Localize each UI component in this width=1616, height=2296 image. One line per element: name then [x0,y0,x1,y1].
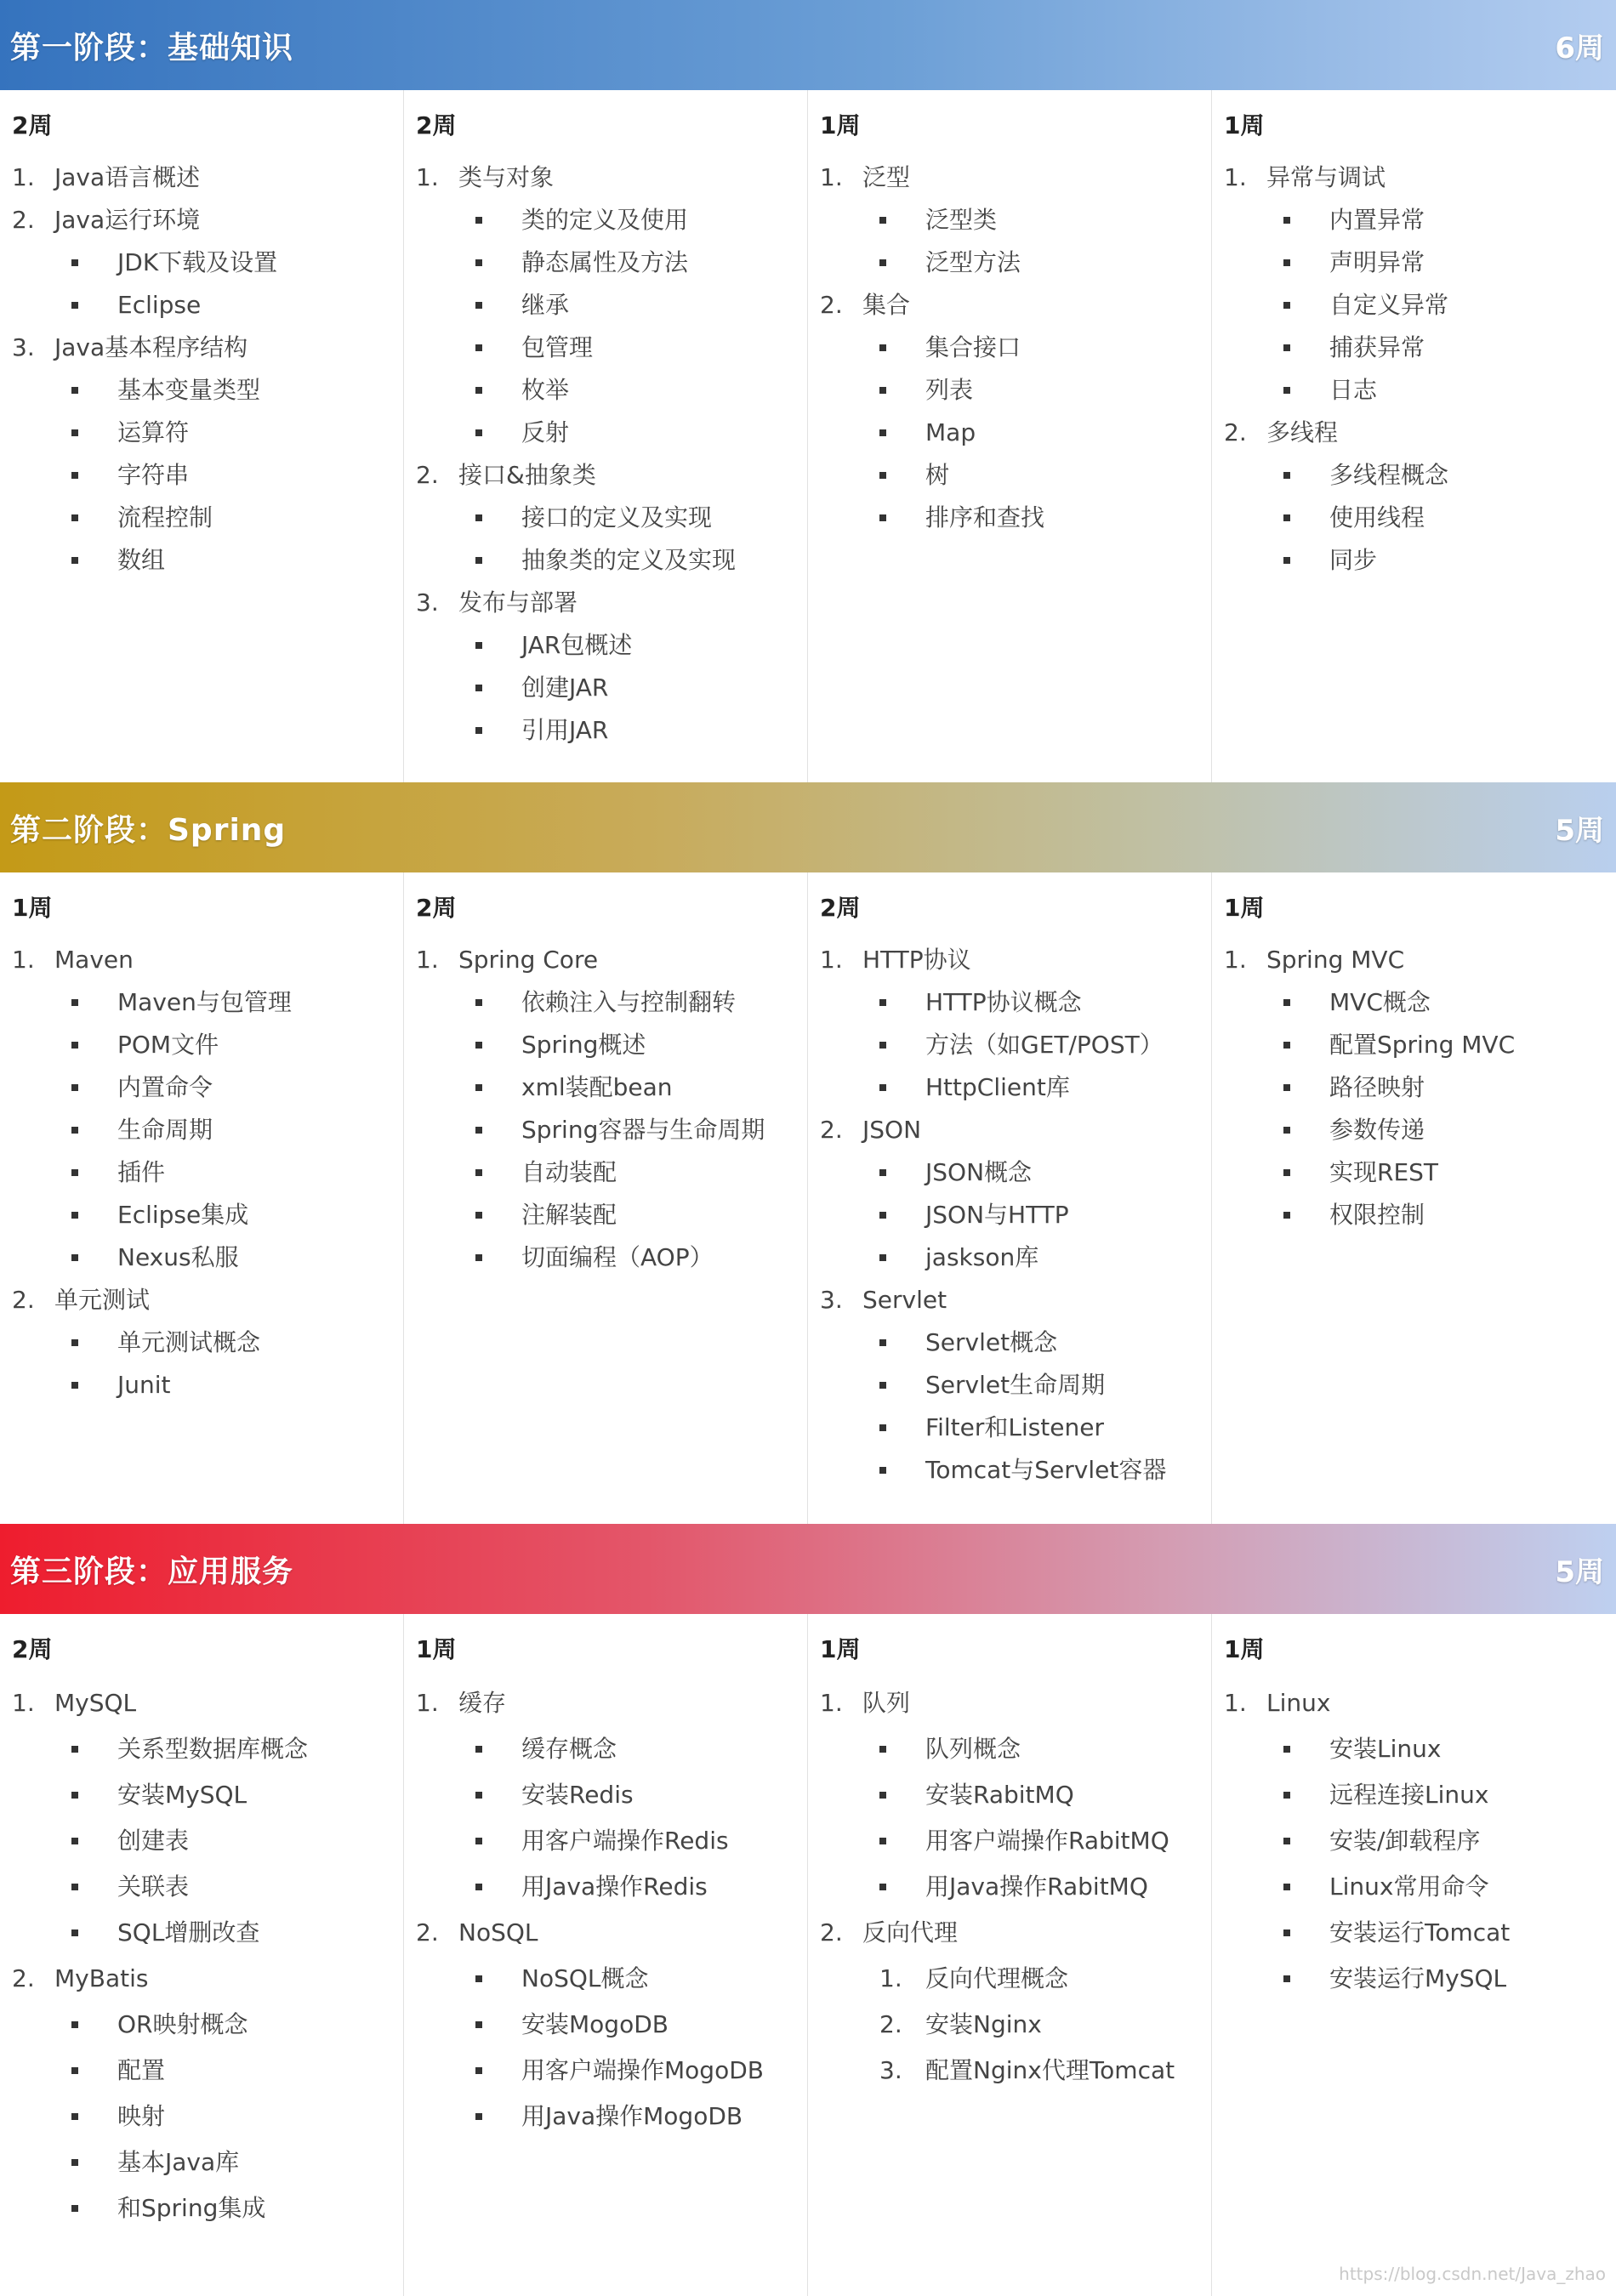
topic-number: 2. [820,1116,843,1144]
subtopic-list [12,369,403,582]
topic-number: 2. [1224,418,1247,446]
subtopic-list [416,624,807,752]
topic-number: 2. [416,461,439,489]
week-label: 1周 [1224,1635,1265,1663]
subtopic-list [416,981,807,1279]
subtopic-item: 用Java操作Redis [475,1864,807,1910]
topic-text: MyBatis [54,1964,149,1992]
subtopic-item: 远程连接Linux [1283,1772,1616,1818]
subtopic-item: 配置 [71,2048,403,2094]
subtopic-list [12,1321,403,1407]
subtopic-item: 缓存概念 [475,1726,807,1772]
subtopic-item: 安装运行MySQL [1283,1956,1616,2002]
topic-text: Java基本程序结构 [54,333,248,361]
topic-number: 1. [12,163,35,191]
subtopic-item: Tomcat与Servlet容器 [879,1449,1211,1492]
week-column [1212,90,1616,782]
subtopic-item: 自定义异常 [1283,284,1616,327]
week-label: 1周 [12,894,53,922]
stage-title: 第三阶段：应用服务 [10,1554,294,1589]
topic-item [820,1910,1211,2094]
subtopic-list [820,1726,1211,1910]
topic-text: 反向代理 [862,1918,959,1946]
topic-text: Spring MVC [1266,946,1405,974]
subtopic-item: 方法（如GET/POST） [879,1024,1211,1066]
week-label: 2周 [12,1635,53,1663]
topic-text: Java运行环境 [54,206,201,234]
subtopic-item: 泛型方法 [879,242,1211,284]
week-label: 1周 [416,1635,457,1663]
subtopic-item: 队列概念 [879,1726,1211,1772]
subtopic-item: 继承 [475,284,807,327]
topic-item [1224,939,1616,1236]
week-column [808,1614,1212,2296]
topic-item [12,327,403,582]
week-column [404,872,808,1524]
week-label: 2周 [12,111,53,139]
numbered-subtopic-list [820,1956,1211,2094]
subtopic-item: 用客户端操作Redis [475,1818,807,1864]
stage-3 [0,1524,1616,2296]
subtopic-item: JDK下载及设置 [71,242,403,284]
topic-text: 多线程 [1266,418,1339,446]
topic-text: Linux [1266,1689,1331,1717]
topic-item [1224,1680,1616,2002]
subtopic-item: 类的定义及使用 [475,199,807,242]
topic-number: 3. [820,1286,843,1314]
week-label: 2周 [416,111,457,139]
subtopic-item: Eclipse [71,284,403,327]
week-label: 1周 [1224,111,1265,139]
topic-number: 1. [416,163,439,191]
topic-number: 1. [1224,1689,1247,1717]
subtopic-item: 用客户端操作MogoDB [475,2048,807,2094]
subtopic-item: 切面编程（AOP） [475,1236,807,1279]
subtopic-item: Nexus私服 [71,1236,403,1279]
subtopic-list [820,1151,1211,1279]
week-column [0,1614,404,2296]
numbered-subtopic-item [879,2048,1211,2094]
subtopic-item: jaskson库 [879,1236,1211,1279]
subtopic-item: 创建表 [71,1818,403,1864]
subtopic-list [416,1726,807,1910]
topic-item [12,1956,403,2231]
subtopic-text: 安装Nginx [925,2010,1042,2038]
subtopic-list [1224,1726,1616,2002]
subtopic-item: OR映射概念 [71,2002,403,2048]
subtopic-item: 基本变量类型 [71,369,403,412]
subtopic-item: POM文件 [71,1024,403,1066]
subtopic-item: JSON概念 [879,1151,1211,1194]
subtopic-item: 生命周期 [71,1109,403,1151]
topic-number: 2. [12,206,35,234]
subtopic-item: 泛型类 [879,199,1211,242]
subtopic-item: 关联表 [71,1864,403,1910]
topic-number: 2. [416,1918,439,1946]
stage-columns [0,872,1616,1524]
subtopic-item: 路径映射 [1283,1066,1616,1109]
topic-item [416,1910,807,2140]
subtopic-item: 安装运行Tomcat [1283,1910,1616,1956]
subtopic-number: 1. [879,1964,902,1992]
stage-2 [0,782,1616,1524]
week-column [0,90,404,782]
topic-item [416,454,807,582]
subtopic-item: HttpClient库 [879,1066,1211,1109]
subtopic-item: 安装/卸载程序 [1283,1818,1616,1864]
topic-number: 2. [12,1964,35,1992]
subtopic-item: 安装MogoDB [475,2002,807,2048]
topic-list [12,156,403,582]
subtopic-item: 同步 [1283,539,1616,582]
subtopic-item: 注解装配 [475,1194,807,1236]
subtopic-list [416,497,807,582]
subtopic-item: 关系型数据库概念 [71,1726,403,1772]
topic-item [1224,412,1616,582]
subtopic-item: 声明异常 [1283,242,1616,284]
subtopic-item: 创建JAR [475,667,807,709]
subtopic-item: xml装配bean [475,1066,807,1109]
subtopic-number: 3. [879,2056,902,2084]
topic-item [416,156,807,454]
subtopic-list [1224,199,1616,412]
subtopic-item: 集合接口 [879,327,1211,369]
subtopic-item: 静态属性及方法 [475,242,807,284]
topic-list [12,1680,403,2231]
subtopic-item: 依赖注入与控制翻转 [475,981,807,1024]
subtopic-item: Linux常用命令 [1283,1864,1616,1910]
subtopic-item: 安装Linux [1283,1726,1616,1772]
topic-number: 1. [1224,946,1247,974]
topic-list [416,156,807,752]
subtopic-item: HTTP协议概念 [879,981,1211,1024]
topic-text: MySQL [54,1689,137,1717]
subtopic-list [12,2002,403,2231]
topic-text: 接口&抽象类 [458,461,596,489]
week-column [404,90,808,782]
topic-number: 1. [820,1689,843,1717]
subtopic-item: Maven与包管理 [71,981,403,1024]
subtopic-item: 列表 [879,369,1211,412]
subtopic-item: 安装Redis [475,1772,807,1818]
numbered-subtopic-item [879,2002,1211,2048]
numbered-subtopic-item [879,1956,1211,2002]
topic-number: 3. [12,333,35,361]
subtopic-item: 内置命令 [71,1066,403,1109]
topic-list [416,1680,807,2140]
week-column [404,1614,808,2296]
subtopic-item: JAR包概述 [475,624,807,667]
subtopic-item: 配置Spring MVC [1283,1024,1616,1066]
subtopic-item: Spring概述 [475,1024,807,1066]
topic-item [820,1279,1211,1492]
subtopic-list [820,327,1211,539]
week-label: 1周 [820,111,861,139]
subtopic-item: 接口的定义及实现 [475,497,807,539]
topic-text: 泛型 [862,163,911,191]
week-column [1212,872,1616,1524]
topic-item [416,939,807,1279]
topic-item [820,1680,1211,1910]
subtopic-item: Spring容器与生命周期 [475,1109,807,1151]
subtopic-list [1224,981,1616,1236]
week-column [808,90,1212,782]
stage-banner [0,1524,1616,1614]
topic-list [1224,939,1616,1236]
stage-title: 第二阶段：Spring [10,812,287,848]
subtopic-item: 捕获异常 [1283,327,1616,369]
topic-item [12,939,403,1279]
topic-list [416,939,807,1279]
topic-text: 类与对象 [458,163,555,191]
subtopic-item: 参数传递 [1283,1109,1616,1151]
topic-number: 1. [1224,163,1247,191]
topic-text: NoSQL [458,1918,538,1946]
subtopic-item: 安装MySQL [71,1772,403,1818]
topic-text: Java语言概述 [54,163,201,191]
topic-text: 发布与部署 [458,588,578,617]
subtopic-item: 安装RabitMQ [879,1772,1211,1818]
subtopic-text: 反向代理概念 [925,1964,1069,1992]
topic-item [12,199,403,327]
subtopic-item: 字符串 [71,454,403,497]
topic-text: 集合 [862,291,911,319]
subtopic-item: 实现REST [1283,1151,1616,1194]
topic-list [12,939,403,1407]
subtopic-item: JSON与HTTP [879,1194,1211,1236]
topic-item [12,156,403,199]
topic-text: HTTP协议 [862,946,971,974]
topic-number: 1. [416,1689,439,1717]
subtopic-item: 日志 [1283,369,1616,412]
subtopic-text: 配置Nginx代理Tomcat [925,2056,1175,2084]
week-column [0,872,404,1524]
topic-text: 异常与调试 [1266,163,1386,191]
topic-item [12,1680,403,1956]
topic-item [416,582,807,752]
subtopic-item: 映射 [71,2094,403,2140]
topic-number: 1. [820,163,843,191]
subtopic-list [820,199,1211,284]
subtopic-item: NoSQL概念 [475,1956,807,2002]
subtopic-item: 抽象类的定义及实现 [475,539,807,582]
subtopic-item: 基本Java库 [71,2140,403,2185]
subtopic-list [12,1726,403,1956]
topic-list [820,1680,1211,2094]
subtopic-item: 引用JAR [475,709,807,752]
topic-text: Servlet [862,1286,947,1314]
topic-item [820,284,1211,539]
subtopic-item: MVC概念 [1283,981,1616,1024]
subtopic-item: Junit [71,1364,403,1407]
stage-duration: 6周 [1555,31,1604,65]
subtopic-list [416,199,807,454]
topic-list [820,156,1211,539]
subtopic-item: SQL增删改查 [71,1910,403,1956]
subtopic-item: Eclipse集成 [71,1194,403,1236]
topic-text: 单元测试 [54,1286,151,1314]
subtopic-item: 包管理 [475,327,807,369]
week-label: 1周 [1224,894,1265,922]
topic-number: 1. [12,946,35,974]
subtopic-item: 排序和查找 [879,497,1211,539]
subtopic-item: 多线程概念 [1283,454,1616,497]
topic-text: 缓存 [458,1689,507,1717]
week-column [1212,1614,1616,2296]
subtopic-list [820,1321,1211,1492]
topic-number: 2. [820,1918,843,1946]
week-label: 2周 [820,894,861,922]
subtopic-item: 枚举 [475,369,807,412]
subtopic-item: 用Java操作MogoDB [475,2094,807,2140]
subtopic-list [820,981,1211,1109]
subtopic-item: 和Spring集成 [71,2185,403,2231]
subtopic-item: 数组 [71,539,403,582]
subtopic-item: Servlet概念 [879,1321,1211,1364]
subtopic-item: 自动装配 [475,1151,807,1194]
subtopic-item: Map [879,412,1211,454]
stage-duration: 5周 [1555,1554,1604,1589]
subtopic-item: 流程控制 [71,497,403,539]
subtopic-item: Filter和Listener [879,1407,1211,1449]
stage-columns [0,90,1616,782]
stage-banner [0,0,1616,90]
topic-number: 1. [820,946,843,974]
subtopic-item: Servlet生命周期 [879,1364,1211,1407]
subtopic-item: 插件 [71,1151,403,1194]
topic-item [416,1680,807,1910]
subtopic-list [416,1956,807,2140]
subtopic-list [1224,454,1616,582]
stage-duration: 5周 [1555,813,1604,848]
topic-text: Maven [54,946,134,974]
topic-text: 队列 [862,1689,911,1717]
subtopic-item: 反射 [475,412,807,454]
subtopic-item: 用客户端操作RabitMQ [879,1818,1211,1864]
stage-banner [0,782,1616,872]
topic-number: 1. [12,1689,35,1717]
topic-number: 1. [416,946,439,974]
topic-item [820,939,1211,1109]
topic-text: JSON [862,1116,922,1144]
subtopic-item: 内置异常 [1283,199,1616,242]
week-label: 1周 [820,1635,861,1663]
subtopic-list [12,981,403,1279]
topic-list [1224,1680,1616,2002]
subtopic-item: 运算符 [71,412,403,454]
topic-list [820,939,1211,1492]
subtopic-item: 使用线程 [1283,497,1616,539]
topic-number: 2. [820,291,843,319]
stage-columns [0,1614,1616,2296]
topic-number: 2. [12,1286,35,1314]
week-column [808,872,1212,1524]
topic-item [12,1279,403,1407]
topic-item [820,1109,1211,1279]
topic-number: 3. [416,588,439,617]
subtopic-item: 树 [879,454,1211,497]
subtopic-number: 2. [879,2010,902,2038]
topic-text: Spring Core [458,946,599,974]
watermark: https://blog.csdn.net/Java_zhao [1339,2264,1606,2284]
subtopic-item: 单元测试概念 [71,1321,403,1364]
subtopic-item: 用Java操作RabitMQ [879,1864,1211,1910]
subtopic-item: 权限控制 [1283,1194,1616,1236]
topic-item [1224,156,1616,412]
topic-item [820,156,1211,284]
topic-list [1224,156,1616,582]
subtopic-list [12,242,403,327]
week-label: 2周 [416,894,457,922]
stage-1 [0,0,1616,782]
stage-title: 第一阶段：基础知识 [10,30,294,65]
